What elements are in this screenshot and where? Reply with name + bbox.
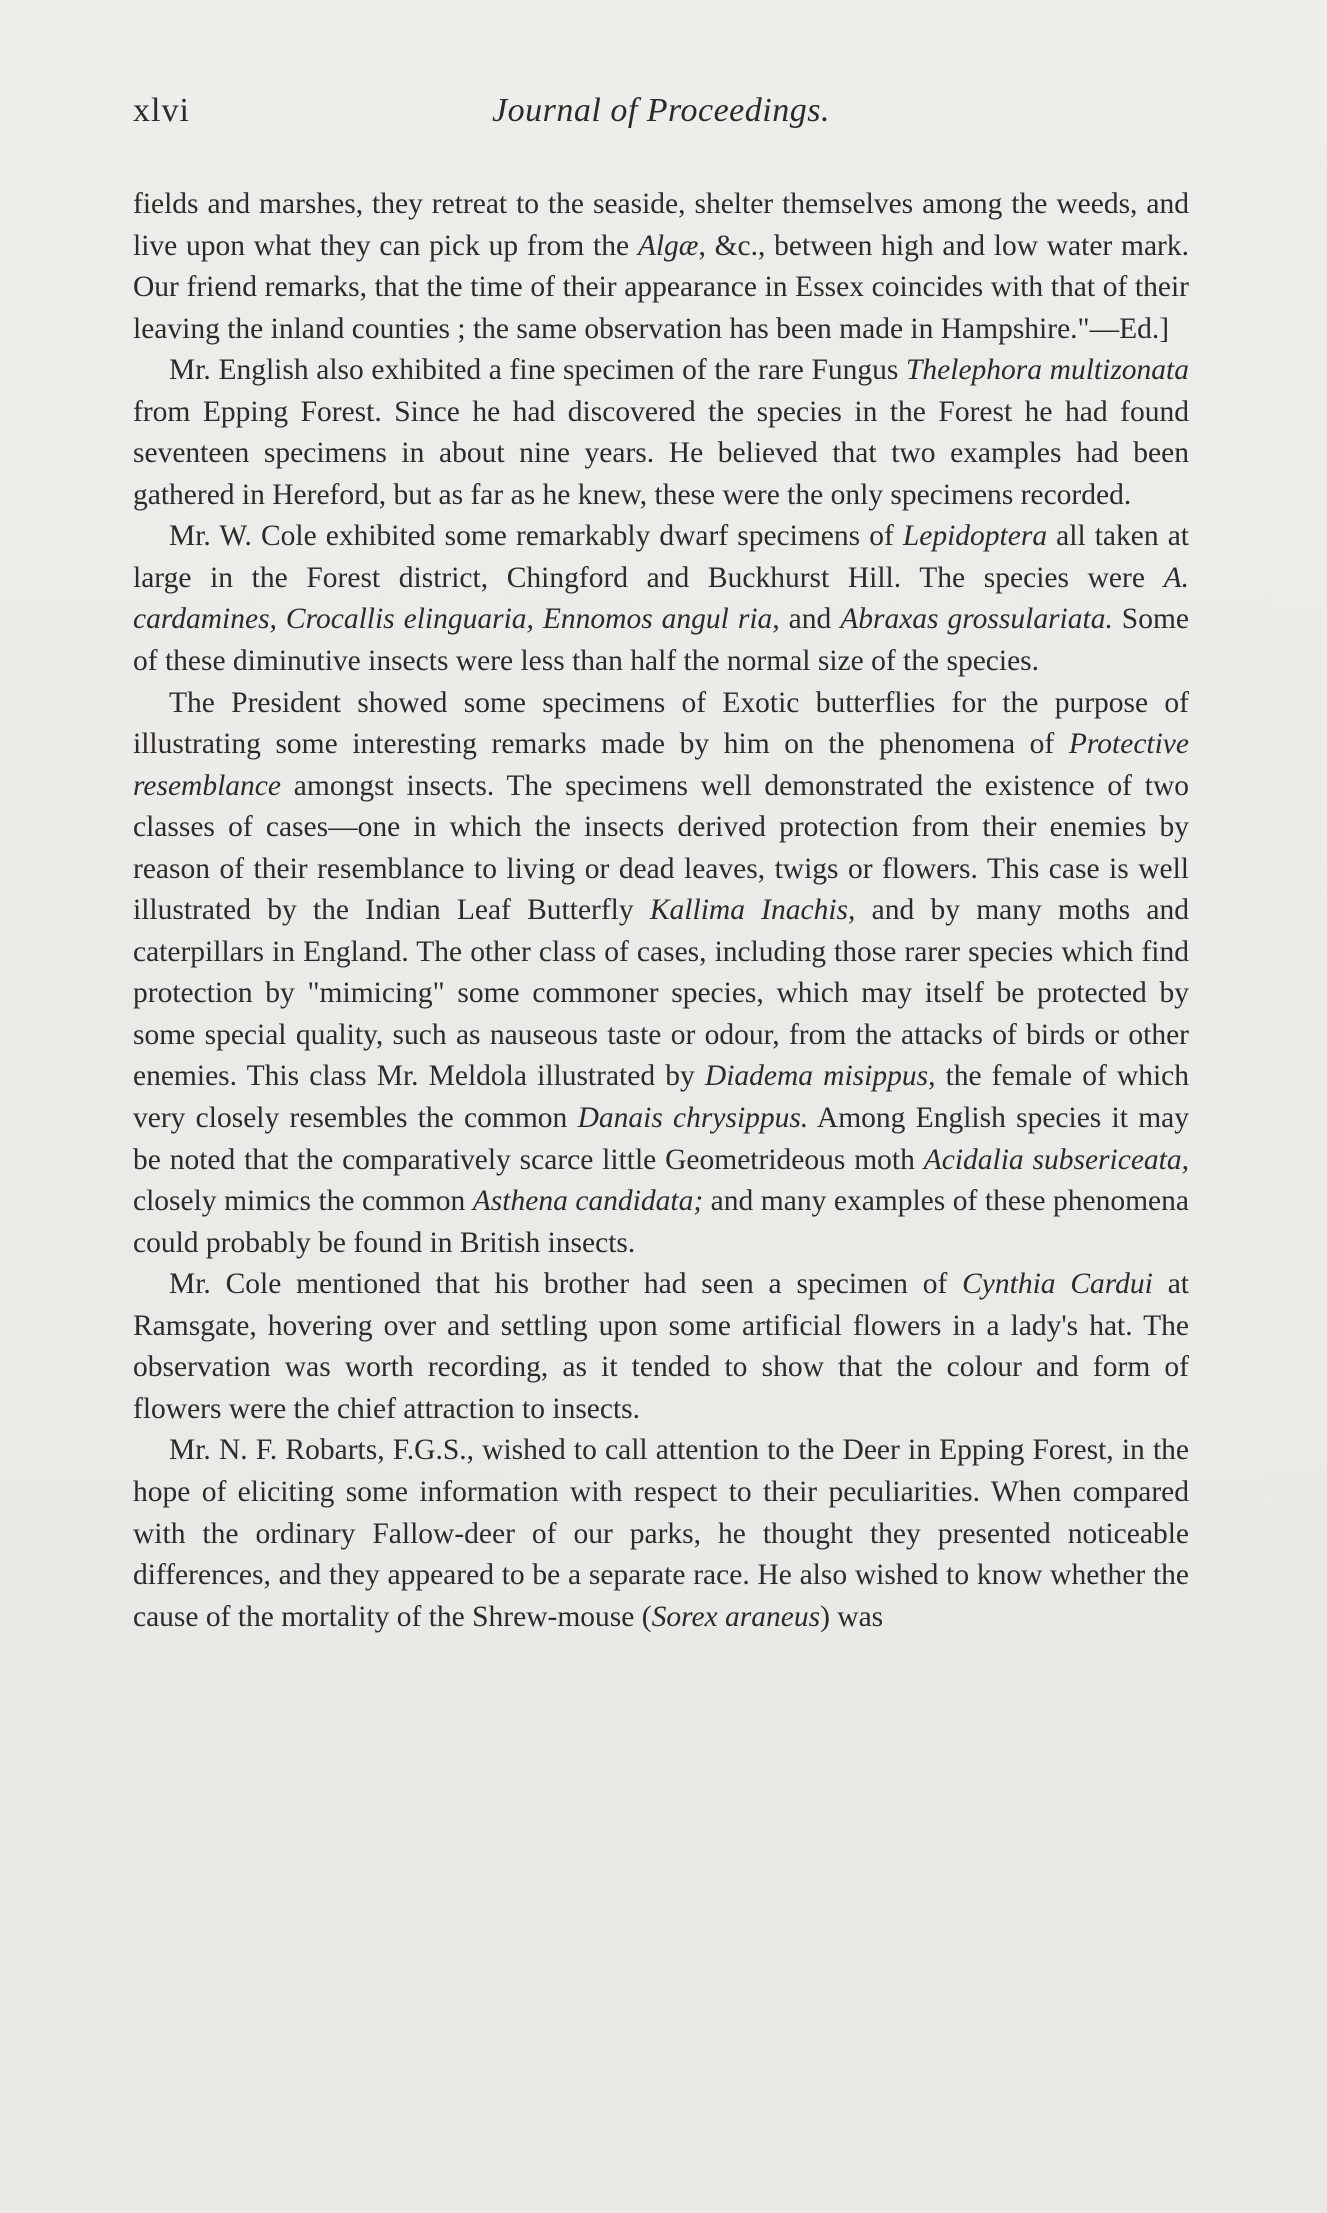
text-run: Some of these diminutive insects were less than half the normal size of the species.: [133, 603, 1190, 678]
italic-text: Kallima Inachis,: [649, 894, 856, 927]
italic-text: Cynthia Cardui: [962, 1268, 1153, 1301]
paragraph: [133, 350, 1189, 516]
text-run: all taken at large in the Forest district, Chingford and Buckhurst Hill. The species were: [133, 520, 1189, 594]
running-title: Journal of Proceedings.: [492, 92, 830, 129]
text-run: ) was: [820, 1600, 884, 1633]
italic-text: Danais chrysippus.: [577, 1102, 809, 1135]
page-header: [133, 92, 1189, 142]
text-run: Mr. English also exhibited a fine specimen of the rare Fungus: [169, 354, 907, 387]
italic-text: Diadema misippus,: [704, 1060, 936, 1093]
body-text: [133, 184, 1189, 1638]
text-run: at Ramsgate, hovering over and settling upon some artificial flowers in a lady's hat. The observation was worth recording, as it tended to show that the colour and form of flowers were the chief attraction to insects.: [133, 1268, 1189, 1425]
text-run: fields and marshes, they retreat to the seaside, shelter themselves among the weeds, and live upon what they can pick up from the: [133, 188, 1189, 262]
text-run: The President showed some specimens of Exotic butterflies for the purpose of illustrating some interesting remarks made by him on the phenomena of: [133, 686, 1189, 761]
text-run: Among English species it may be noted that the comparatively scarce little Geometrideous moth: [133, 1102, 1189, 1176]
paragraph: [133, 184, 1189, 350]
text-run: Mr. Cole mentioned that his brother had seen a specimen of: [169, 1268, 963, 1301]
text-run: and by many moths and caterpillars in England. The other class of cases, including those rarer species which find protection by "mimicing" some commoner species, which may itself be protected by some special quality, such as nauseous taste or odour, from the attacks of birds or other enemies. This class Mr. Meldola illustrated by: [133, 894, 1189, 1093]
italic-text: Thelephora multizonata: [906, 354, 1189, 387]
page-number: xlvi: [133, 92, 190, 129]
text-run: and: [779, 603, 841, 636]
italic-text: Algæ: [637, 229, 699, 262]
text-run: amongst insects. The specimens well demonstrated the existence of two classes of cases—one in which the insects derived protection from their enemies by reason of their resemblance to living or dead leaves, twigs or flowers. This case is well illustrated by the Indian Leaf Butterfly: [133, 769, 1189, 927]
text-run: Mr. N. F. Robarts, F.G.S., wished to call attention to the Deer in Epping Forest, in the hope of eliciting some information with respect to their peculiarities. When compared with the ordinary Fallow-deer of our parks, he thought they presented noticeable differences, and they appeared to be a separate race. He also wished to know whether the cause of the mortality of the Shrew-mouse (: [133, 1434, 1189, 1633]
italic-text: Sorex araneus: [651, 1600, 821, 1633]
italic-text: Asthena candidata;: [472, 1185, 704, 1218]
text-run: and many examples of these phenomena could probably be found in British insects.: [133, 1185, 1189, 1259]
text-run: the female of which very closely resembles the common: [133, 1060, 1189, 1135]
paragraph: [133, 516, 1189, 682]
italic-text: Lepidoptera: [902, 520, 1048, 553]
paragraph: [133, 1264, 1189, 1430]
text-run: , &c., between high and low water mark. Our friend remarks, that the time of their appearance in Essex coincides with that of their leaving the inland counties ; the same observation has been made in Hampshire."—Ed.]: [133, 229, 1190, 345]
text-run: closely mimics the common: [133, 1185, 473, 1218]
italic-text: Acidalia subsericeata,: [923, 1143, 1189, 1176]
italic-text: A. cardamines, Crocallis elinguaria, Ennomos angul ria,: [133, 561, 1189, 636]
italic-text: Abraxas grossulariata.: [840, 603, 1113, 636]
paragraph: [133, 683, 1189, 1265]
text-run: from Epping Forest. Since he had discovered the species in the Forest he had found seventeen specimens in about nine years. He believed that two examples had been gathered in Hereford, but as far as he knew, these were the only specimens recorded.: [133, 395, 1189, 511]
paragraph: [133, 1430, 1189, 1638]
text-run: Mr. W. Cole exhibited some remarkably dwarf specimens of: [169, 520, 903, 553]
italic-text: Protective resemblance: [133, 728, 1189, 802]
